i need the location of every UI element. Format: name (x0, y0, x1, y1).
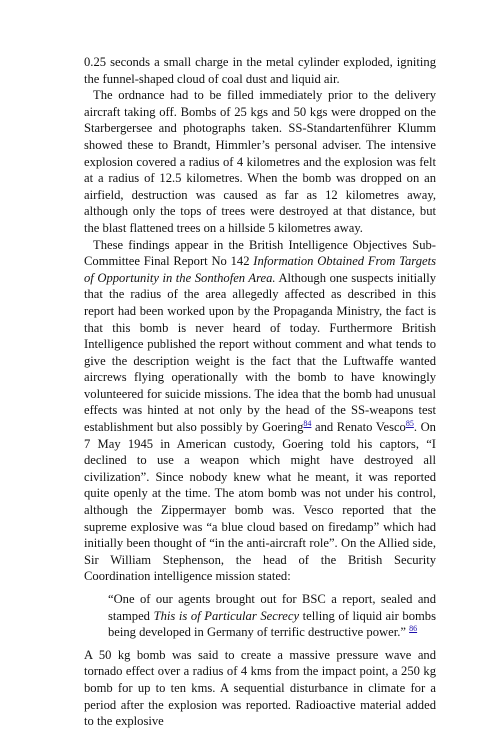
document-page (84, 54, 436, 730)
paragraph-3 (84, 237, 436, 585)
quote-end: telling of liquid air bombs being developed in Germany of terrific destructive power.” (108, 608, 436, 640)
paragraph-3-body: Although one suspects initially that the radius of the area allegedly affected as described in this report had been worked upon by the Propaganda Ministry, the fact is that this bomb is never heard of today. Furthermore British Intelligence published the report without comment and what tends to give the description weight is the fact that the Luftwaffe wanted aircrews flying operationally with the bomb to have knowingly volunteered for suicide missions. The idea that the bomb had unusual effects was hinted at not only by the head of the SS-weapons test establishment but also possibly by Goering (84, 270, 437, 435)
paragraph-2: The ordnance had to be filled immediately prior to the delivery aircraft taking off. Bombs of 25 kgs and 50 kgs were dropped on the Starbergersee and photographs taken. SS-Standartenführer Klumm showed these to Brandt, Himmler’s personal adviser. The intensive explosion covered a radius of 4 kilometres and the explosion was felt at a radius of 12.5 kilometres. When the bomb was dropped on an airfield, destruction was caused as far as 12 kilometres away, although only the tops of trees were destroyed at that distance, but the blast flattened trees on a hillside 5 kilometres away. (84, 88, 436, 235)
footnote-link-84[interactable]: 84 (303, 418, 312, 428)
footnote-link-85[interactable]: 85 (405, 418, 414, 428)
paragraph-3-intro: These findings appear in the British Intelligence Objectives Sub-Committee Final Report No 142 (84, 237, 436, 269)
report-title: Information Obtained From Targets of Opportunity in the Sonthofen Area. (84, 254, 436, 285)
quote-emphasis: This is of Particular Secrecy (153, 608, 300, 623)
paragraph-3-mid: and Renato Vesco (311, 420, 406, 435)
paragraph-4: A 50 kg bomb was said to create a massive pressure wave and tornado effect over a radius of 4 kms from the impact point, a 250 kg bomb for up to ten kms. A sequential disturbance in climate for a period after the explosion was reported. Radioactive material added to the explosive (84, 647, 436, 729)
paragraph-3-end: . On 7 May 1945 in American custody, Goering told his captors, “I declined to use a weapon which might have destroyed all civilization”. Since nobody knew what he meant, it was reported quite openly at the time. The atom bomb was not under his control, although the Zippermayer bomb was. Vesco reported that the supreme explosive was “a blue cloud based on firedamp” which had initially been thought of “in the anti-aircraft role”. On the Allied side, Sir William Stephenson, the head of the British Security Coordination intelligence mission stated: (84, 420, 436, 584)
footnote-link-86[interactable]: 86 (409, 624, 418, 633)
block-quote (108, 591, 436, 641)
quote-start: “One of our agents brought out for BSC a report, sealed and stamped (108, 592, 436, 623)
paragraph-1: 0.25 seconds a small charge in the metal cylinder exploded, igniting the funnel-shaped cloud of coal dust and liquid air. (84, 55, 436, 86)
